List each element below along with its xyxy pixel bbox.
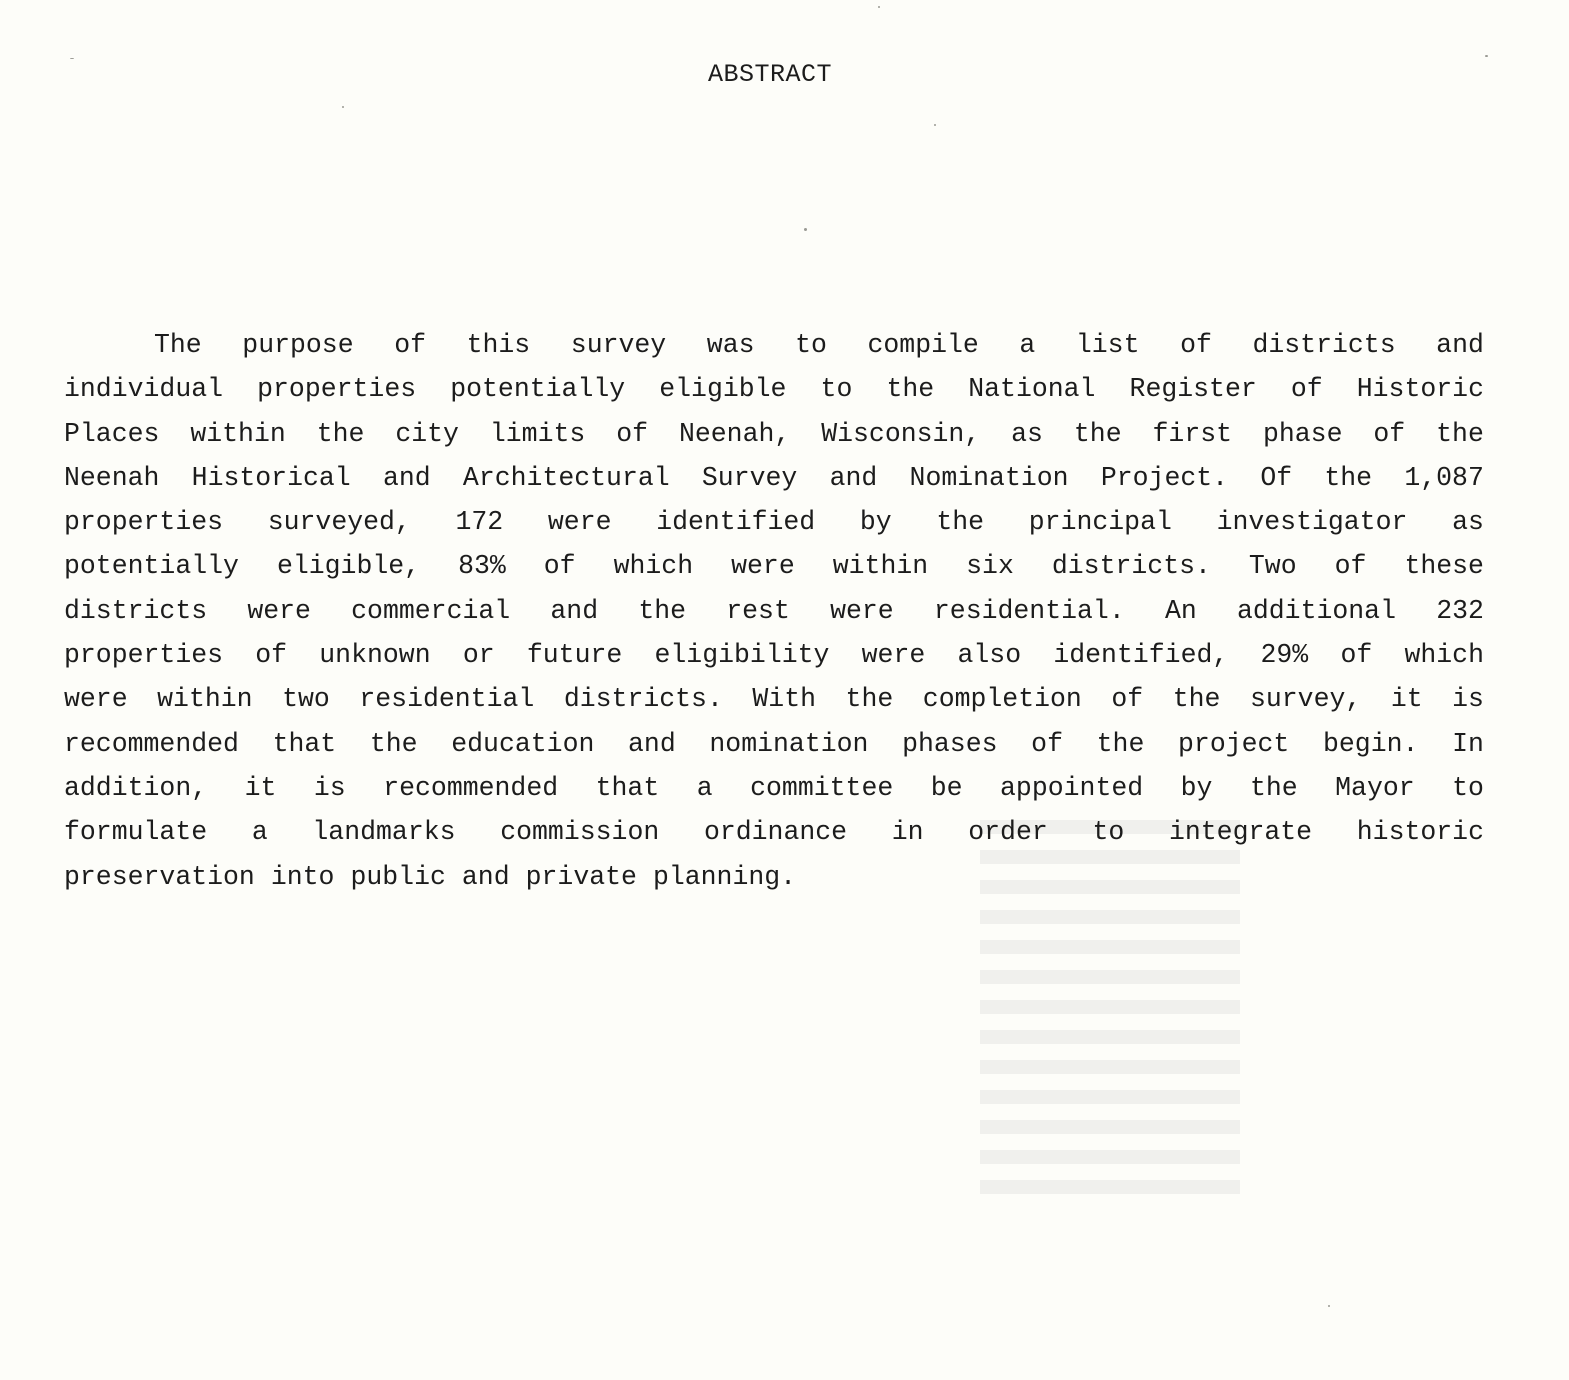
word: Nomination [909, 462, 1069, 493]
word: Neenah, [678, 418, 791, 449]
word: Historical [191, 462, 351, 493]
word: With [752, 684, 817, 715]
word: and [550, 595, 599, 626]
word: Architectural [462, 462, 670, 493]
word: Historic [1356, 374, 1484, 405]
word: this [466, 330, 531, 360]
word: as [1011, 418, 1043, 449]
word: eligible, [276, 551, 421, 582]
paper-speck [342, 106, 344, 108]
word: completion [922, 684, 1082, 715]
word: as [1452, 507, 1484, 538]
word: education [451, 728, 595, 759]
word: historic [1356, 817, 1484, 848]
word: these [1404, 551, 1484, 582]
word: preservation [64, 861, 255, 892]
paper-speck [934, 124, 936, 126]
paragraph-line [64, 633, 1484, 677]
word: the [845, 684, 894, 715]
paragraph-line [64, 589, 1484, 633]
word: ordinance [703, 817, 848, 848]
word: were [547, 507, 612, 538]
paragraph-line [64, 412, 1484, 456]
paper-speck [1328, 1305, 1330, 1307]
word: within [832, 551, 929, 582]
word: National [968, 374, 1096, 405]
word: residential. [933, 595, 1125, 626]
word: of [255, 640, 288, 671]
word: eligibility [654, 640, 830, 671]
paragraph-line [64, 500, 1484, 544]
word: properties [257, 374, 417, 405]
word: investigator [1216, 507, 1408, 538]
word: districts [64, 595, 208, 626]
word: appointed [1000, 772, 1144, 803]
word: Mayor [1335, 772, 1415, 803]
word: list [1075, 330, 1140, 360]
word: 83% [458, 551, 506, 582]
word: of [1334, 551, 1367, 582]
paper-speck [804, 228, 807, 231]
word: of [1031, 728, 1063, 759]
word: In [1452, 728, 1484, 759]
word: unknown [319, 640, 431, 671]
word: residential [359, 684, 535, 715]
word: that [272, 728, 337, 759]
paper-speck [70, 58, 74, 59]
word: private [525, 861, 637, 892]
word: Wisconsin, [821, 418, 981, 449]
word: two [282, 684, 330, 715]
paragraph-line [64, 810, 1484, 854]
word: which [1404, 640, 1484, 671]
word: and [382, 462, 431, 493]
word: recommended [64, 728, 239, 759]
word: Two [1248, 551, 1297, 582]
word: into [270, 861, 335, 892]
paragraph-line [64, 544, 1484, 588]
word: the [1096, 728, 1145, 759]
word: or [462, 640, 495, 671]
word: of [1290, 374, 1323, 405]
word: the [316, 418, 365, 449]
word: districts. [563, 684, 723, 715]
paper-speck [1485, 55, 1488, 57]
word: the [369, 728, 418, 759]
word: additional [1236, 595, 1396, 626]
word: potentially [64, 551, 239, 582]
word: recommended [383, 772, 559, 803]
word: the [1073, 418, 1122, 449]
word: of [1180, 330, 1212, 360]
word: addition, [64, 772, 208, 803]
word: the [936, 507, 985, 538]
word: survey [570, 330, 667, 360]
word: order [968, 817, 1048, 848]
word: purpose [242, 330, 354, 360]
word: were [861, 640, 926, 671]
word: public [350, 861, 446, 892]
paragraph-line [64, 855, 1484, 899]
word: were [830, 595, 894, 626]
word: the [1436, 418, 1484, 449]
word: were [64, 684, 128, 715]
word: a [696, 772, 713, 803]
word: the [1249, 772, 1298, 803]
word: surveyed, [267, 507, 411, 538]
word: Places [64, 418, 160, 449]
word: was [706, 330, 755, 360]
word: of [1373, 418, 1406, 449]
word: a [251, 817, 268, 848]
word: potentially [450, 374, 626, 405]
word: committee [750, 772, 894, 803]
word: is [1452, 684, 1484, 715]
word: planning. [652, 861, 797, 892]
word: of [394, 330, 427, 360]
word: Register [1129, 374, 1257, 405]
word: identified [656, 507, 816, 538]
word: compile [867, 330, 979, 360]
word: six [966, 551, 1014, 582]
word: future [526, 640, 623, 671]
word: commercial [351, 595, 511, 626]
word: principal [1028, 507, 1172, 538]
word: of [1111, 684, 1144, 715]
word: formulate [64, 817, 208, 848]
word: were [247, 595, 311, 626]
word: the [638, 595, 687, 626]
word: Of [1260, 462, 1293, 493]
word: and [829, 462, 878, 493]
page-title: ABSTRACT [707, 60, 833, 89]
abstract-paragraph [64, 323, 1484, 899]
word: is [313, 772, 346, 803]
word: The [154, 330, 202, 360]
word: identified, [1053, 640, 1229, 671]
word: it [1390, 684, 1423, 715]
word: rest [726, 595, 790, 626]
paragraph-line [64, 722, 1484, 766]
word: city [395, 418, 459, 449]
word: the [1324, 462, 1373, 493]
word: within [157, 684, 253, 715]
word: and [1436, 330, 1484, 360]
word: Neenah [64, 462, 160, 493]
word: be [930, 772, 963, 803]
word: project [1178, 728, 1290, 759]
word: by [1180, 772, 1213, 803]
word: the [886, 374, 935, 405]
word: to [1452, 772, 1484, 803]
word: and [628, 728, 676, 759]
word: 172 [455, 507, 504, 538]
word: by [859, 507, 892, 538]
word: the [1172, 684, 1221, 715]
word: and [461, 861, 510, 892]
paragraph-line [64, 367, 1484, 411]
word: commission [500, 817, 660, 848]
word: of [1340, 640, 1373, 671]
word: districts [1252, 330, 1396, 360]
word: in [891, 817, 924, 848]
word: which [613, 551, 694, 582]
paragraph-line [64, 677, 1484, 721]
word: Project. [1100, 462, 1229, 493]
word: 232 [1436, 595, 1484, 626]
word: landmarks [312, 817, 456, 848]
word: to [795, 330, 827, 360]
paragraph-line [64, 323, 1484, 367]
word: that [595, 772, 660, 803]
word: of [543, 551, 576, 582]
word: An [1164, 595, 1197, 626]
word: survey, [1249, 684, 1362, 715]
word: of [616, 418, 649, 449]
word: Survey [701, 462, 798, 493]
word: eligible [659, 374, 787, 405]
paragraph-line [64, 766, 1484, 810]
word: to [820, 374, 853, 405]
word: 29% [1260, 640, 1309, 671]
word: phase [1262, 418, 1343, 449]
word: nomination [709, 728, 869, 759]
word: limits [489, 418, 586, 449]
word: also [957, 640, 1022, 671]
word: to [1092, 817, 1125, 848]
word: phases [902, 728, 998, 759]
paper-speck [878, 6, 880, 8]
word: a [1019, 330, 1036, 360]
word: begin. [1323, 728, 1419, 759]
word: districts. [1051, 551, 1211, 582]
paragraph-line [64, 456, 1484, 500]
word: 1,087 [1404, 462, 1484, 493]
word: individual [64, 374, 224, 405]
word: first [1152, 418, 1233, 449]
word: within [190, 418, 286, 449]
word: properties [64, 640, 224, 671]
word: properties [64, 507, 224, 538]
word: were [731, 551, 795, 582]
word: it [244, 772, 277, 803]
word: integrate [1168, 817, 1313, 848]
